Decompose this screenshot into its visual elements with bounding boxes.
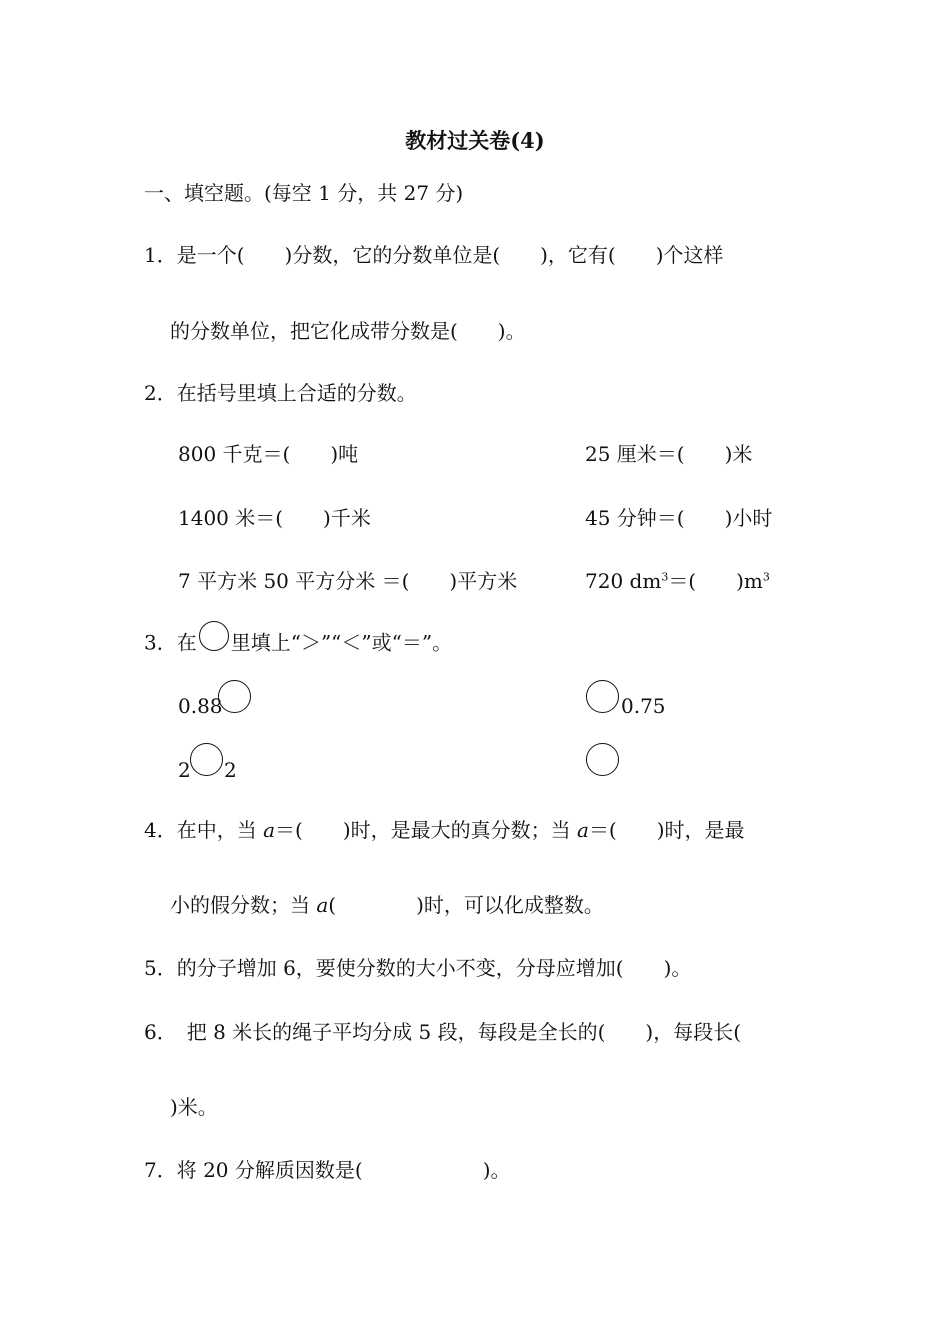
question-5: 5．的分子增加 6，要使分数的大小不变，分母应增加( )。 (144, 956, 692, 980)
compare-circle-c-icon[interactable] (190, 743, 223, 776)
variable-a: a (316, 893, 329, 917)
compare-item-c-right: 2 (224, 758, 237, 782)
question-6-line-1: 6． 把 8 米长的绳子平均分成 5 段，每段是全长的( )，每段长( (144, 1020, 742, 1044)
item-f-middle: ＝( )m (668, 569, 763, 593)
question-3-prefix: 3．在 (144, 630, 197, 655)
question-3-stem (144, 629, 452, 659)
question-2-item-e: 7 平方米 50 平方分米 ＝( )平方米 (178, 569, 518, 593)
question-2-item-f (585, 568, 770, 594)
question-4-line-2-prefix: 小的假分数；当 (170, 893, 317, 917)
section-heading: 一、填空题。(每空 1 分，共 27 分) (144, 181, 464, 205)
compare-circle-a-icon[interactable] (218, 680, 251, 713)
compare-item-a: 0.88 (178, 694, 223, 718)
cube-superscript: 3 (661, 570, 669, 584)
question-4-line-2-suffix: ( )时，可以化成整数。 (328, 893, 604, 917)
question-2-stem: 2．在括号里填上合适的分数。 (144, 381, 417, 405)
question-2-item-c: 1400 米＝( )千米 (178, 506, 371, 530)
question-4-part-1: 4．在中，当 (144, 818, 264, 842)
question-3-suffix: 里填上“＞”“＜”或“＝”。 (230, 630, 453, 655)
compare-circle-b-icon[interactable] (586, 680, 619, 713)
answer-circle-icon (199, 621, 229, 651)
question-1-line-2: 的分数单位，把它化成带分数是( )。 (170, 319, 526, 343)
question-2-item-d: 45 分钟＝( )小时 (585, 506, 773, 530)
question-4-line-1 (144, 817, 745, 843)
question-4-part-3: ＝( )时，是最 (588, 818, 745, 842)
question-2-item-a: 800 千克＝( )吨 (178, 442, 359, 466)
variable-a: a (263, 818, 276, 842)
question-6-line-2: )米。 (170, 1095, 218, 1119)
compare-item-c-left: 2 (178, 758, 191, 782)
page-title: 教材过关卷(4) (405, 128, 545, 153)
compare-circle-d-icon[interactable] (586, 743, 619, 776)
variable-a: a (577, 818, 589, 842)
question-7: 7．将 20 分解质因数是( )。 (144, 1158, 511, 1182)
question-2-item-b: 25 厘米＝( )米 (585, 442, 753, 466)
question-4-part-2: ＝( )时，是最大的真分数；当 (275, 818, 577, 842)
compare-item-b: 0.75 (621, 694, 666, 718)
item-f-prefix: 720 dm (585, 569, 662, 593)
question-1-line-1: 1．是一个( )分数，它的分数单位是( )，它有( )个这样 (144, 243, 724, 267)
question-4-line-2 (170, 892, 604, 918)
cube-superscript: 3 (762, 570, 770, 584)
